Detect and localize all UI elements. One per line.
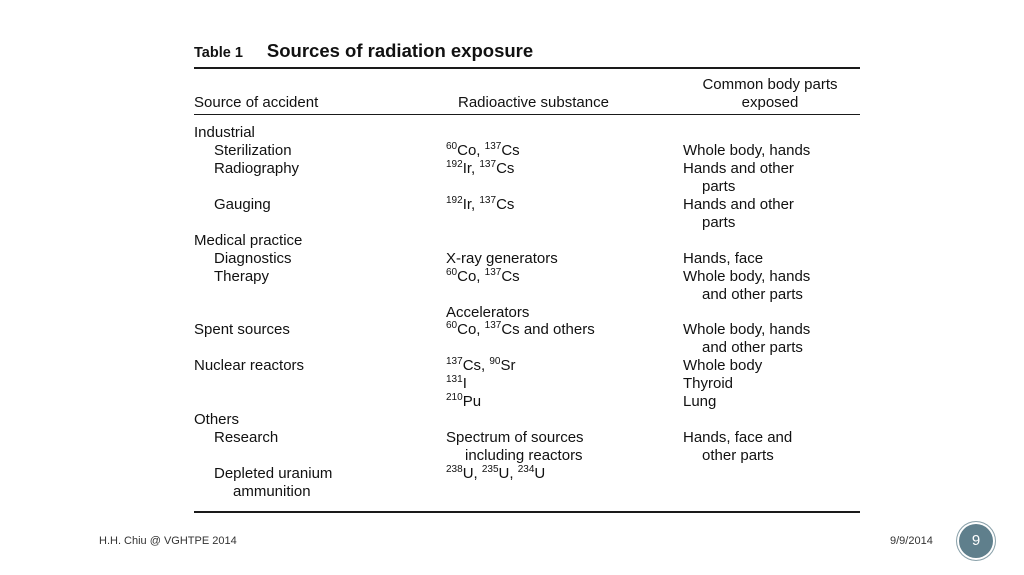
row-reactors-body-a: Whole body — [683, 357, 763, 374]
row-gauging-source: Gauging — [214, 196, 271, 213]
row-sterilization-body: Whole body, hands — [683, 142, 811, 159]
row-research-body: Hands, face and — [683, 429, 793, 446]
bottom-rule — [194, 511, 860, 513]
row-radiography-body: Hands and other — [683, 160, 794, 177]
header-source: Source of accident — [194, 94, 319, 111]
row-therapy-accelerators: Accelerators — [446, 304, 530, 321]
row-radiography-substance: $^{192}$Ir, $^{137}$Cs — [446, 159, 515, 177]
row-diagnostics-body: Hands, face — [683, 250, 764, 267]
row-research-substance: Spectrum of sources — [446, 429, 584, 446]
row-reactors-body-b: Thyroid — [683, 375, 734, 392]
row-reactors-substance-c: $^{210}$Pu — [446, 392, 482, 410]
category-others: Others — [194, 411, 240, 428]
header-body-parts — [680, 76, 860, 112]
header-substance: Radioactive substance — [458, 94, 609, 111]
row-depleted-substance: $^{238}$U, $^{235}$U, $^{234}$U — [446, 464, 546, 482]
row-research-body-cont: other parts — [702, 447, 774, 464]
table-title: Sources of radiation exposure — [266, 40, 534, 61]
row-gauging-body-cont: parts — [702, 214, 736, 231]
row-depleted-source: Depleted uranium — [214, 465, 333, 482]
row-reactors-substance-b: $^{131}$I — [446, 374, 467, 392]
page-number-badge — [957, 522, 995, 560]
header-body-line1: Common body parts — [702, 76, 838, 93]
row-research-source: Research — [214, 429, 279, 446]
row-depleted-source-cont: ammunition — [233, 483, 311, 500]
row-diagnostics-source: Diagnostics — [214, 250, 292, 267]
row-diagnostics-substance: X-ray generators — [446, 250, 558, 267]
row-radiography-source: Radiography — [214, 160, 300, 177]
row-therapy-substance: $^{60}$Co, $^{137}$Cs — [446, 267, 520, 285]
category-medical: Medical practice — [194, 232, 303, 249]
footer-author: H.H. Chiu @ VGHTPE 2014 — [99, 535, 237, 547]
row-therapy-body-cont: and other parts — [702, 286, 803, 303]
row-research-substance-cont: including reactors — [465, 447, 583, 464]
header-body-line2: exposed — [741, 94, 799, 111]
row-sterilization-source: Sterilization — [214, 142, 292, 159]
table-caption — [194, 40, 533, 62]
header-rule — [194, 114, 860, 115]
top-rule — [194, 67, 860, 69]
row-therapy-body: Whole body, hands — [683, 268, 811, 285]
row-gauging-substance: $^{192}$Ir, $^{137}$Cs — [446, 195, 515, 213]
row-reactors-substance-a: $^{137}$Cs, $^{90}$Sr — [446, 356, 516, 374]
row-reactors-body-c: Lung — [683, 393, 717, 410]
footer-date: 9/9/2014 — [890, 535, 933, 547]
table-label: Table 1 — [194, 45, 243, 61]
row-therapy-source: Therapy — [214, 268, 270, 285]
row-spent-source: Spent sources — [194, 321, 290, 338]
page-number: 9 — [971, 532, 981, 549]
category-industrial: Industrial — [194, 124, 255, 141]
row-reactors-source: Nuclear reactors — [194, 357, 305, 374]
row-spent-body: Whole body, hands — [683, 321, 811, 338]
row-spent-substance: $^{60}$Co, $^{137}$Cs and others — [446, 320, 595, 338]
row-radiography-body-cont: parts — [702, 178, 736, 195]
row-sterilization-substance: $^{60}$Co, $^{137}$Cs — [446, 141, 520, 159]
row-spent-body-cont: and other parts — [702, 339, 803, 356]
row-gauging-body: Hands and other — [683, 196, 794, 213]
